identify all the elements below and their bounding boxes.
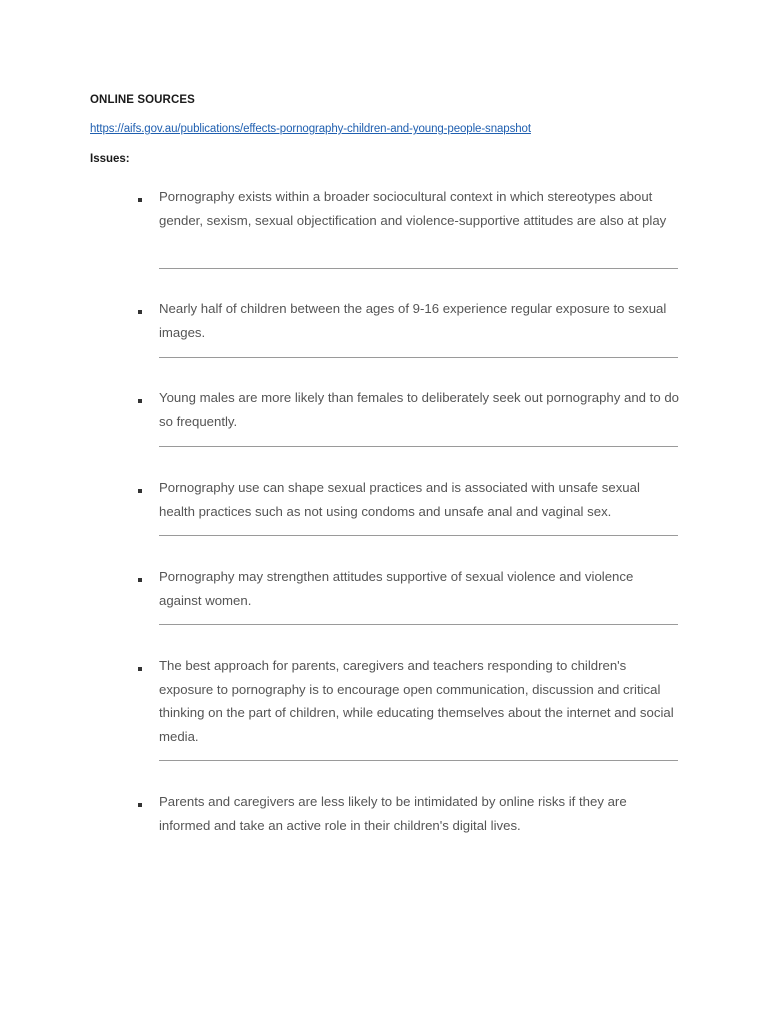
issue-text: Pornography exists within a broader sociocultural context in which stereotypes about gender, sexism, sexual objectification and violence-supportive attitudes are also at play bbox=[159, 189, 667, 228]
divider-line bbox=[159, 760, 678, 761]
issues-label: Issues: bbox=[90, 153, 130, 165]
divider-line bbox=[159, 446, 678, 447]
issue-text: Nearly half of children between the ages of 9-16 experience regular exposure to sexual images. bbox=[159, 301, 667, 340]
bullet-icon bbox=[138, 578, 142, 582]
bullet-icon bbox=[138, 310, 142, 314]
source-link[interactable]: https://aifs.gov.au/publications/effects-pornography-children-and-young-people-snapshot bbox=[90, 123, 531, 135]
divider-line bbox=[159, 268, 678, 269]
section-heading: ONLINE SOURCES bbox=[90, 94, 195, 106]
issue-text: Pornography may strengthen attitudes supportive of sexual violence and violence against women. bbox=[159, 569, 634, 608]
divider-line bbox=[159, 624, 678, 625]
issue-text: Pornography use can shape sexual practices and is associated with unsafe sexual health practices such as not using condoms and unsafe anal and vaginal sex. bbox=[159, 480, 640, 519]
bullet-icon bbox=[138, 198, 142, 202]
bullet-icon bbox=[138, 489, 142, 493]
bullet-icon bbox=[138, 667, 142, 671]
issue-text: Parents and caregivers are less likely to be intimidated by online risks if they are informed and take an active role in their children's digital lives. bbox=[159, 794, 627, 833]
divider-line bbox=[159, 357, 678, 358]
divider-line bbox=[159, 535, 678, 536]
issue-text: The best approach for parents, caregivers and teachers responding to children's exposure to pornography is to encourage open communication, discussion and critical thinking on the part of children, while educating themselves about the internet and social media. bbox=[159, 658, 674, 744]
bullet-icon bbox=[138, 399, 142, 403]
bullet-icon bbox=[138, 803, 142, 807]
issue-text: Young males are more likely than females to deliberately seek out pornography and to do so frequently. bbox=[159, 390, 680, 429]
